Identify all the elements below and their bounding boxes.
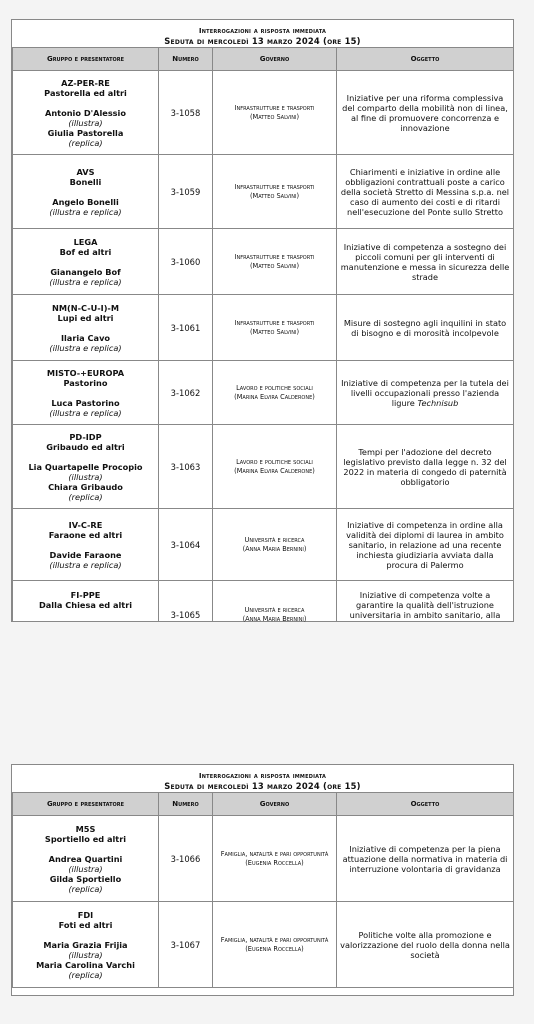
presenter-name: Lia Quartapelle Procopio [28,461,143,472]
presenter-role: (illustra) [68,949,103,960]
subject-text: Iniziative di competenza per la tutela dei livelli occupazionali presso l'azienda ligure [341,377,509,408]
subject-text: Iniziative di competenza a sostegno dei piccoli comuni per gli interventi di manutenzione e messa in sicurezza delle strade [340,241,510,282]
spacer [16,388,155,398]
presenter-name: Davide Faraone [49,549,122,560]
spacer [16,323,155,333]
table-header-row [13,48,514,71]
minister-name: (Anna Maria Bernini) [242,544,307,553]
ministry-name: Famiglia, natalità e pari opportunità [220,849,329,858]
col-header-group: Gruppo e presentatore [13,793,159,816]
ministry-name: Infrastrutture e trasporti [234,318,315,327]
table-row [13,509,514,581]
subject-text: Iniziative per una riforma complessiva del comparto della mobilità non di linea, al fine di promuovere concorrenza e innovazione [342,92,508,133]
presenter-name: Gilda Sportiello [49,873,122,884]
minister-name: (Marina Elvira Calderone) [234,392,315,401]
minister-name: (Eugenia Roccella) [245,944,304,953]
col-header-group: Gruppo e presentatore [13,48,159,71]
group-name: PD-IDP [69,431,102,442]
group-name: AVS [76,166,95,177]
group-presenter-cell [13,71,159,155]
document-page-2 [11,764,514,996]
ministry-name: Università e ricerca [244,605,305,614]
question-number: 3-1062 [159,361,213,425]
header-session: Seduta di mercoledì 13 marzo 2024 (ore 15) [164,36,361,46]
ministry-name: Famiglia, natalità e pari opportunità [220,935,329,944]
minister-name: (Eugenia Roccella) [245,858,304,867]
spacer [16,930,155,940]
ministry-name: Lavoro e politiche sociali [236,383,313,392]
table-body [13,816,514,988]
question-number: 3-1064 [159,509,213,581]
group-presenter-cell [13,816,159,902]
subject-text: Iniziative di competenza volte a garantire la qualità dell'istruzione universitaria in ambito sanitario, alla [349,589,501,620]
table-row [13,295,514,361]
table-row [13,816,514,902]
group-name: FI-PPE [70,589,101,600]
question-number: 3-1063 [159,425,213,509]
presenter-role: (illustra) [68,471,103,482]
minister-name: (Matteo Salvini) [249,261,300,270]
spacer [16,540,155,550]
question-number: 3-1060 [159,229,213,295]
subject-cell [337,71,514,155]
presenter-name: Giulia Pastorella [47,127,124,138]
subject-text: Tempi per l'adozione del decreto legislativo previsto dalla legge n. 32 del 2022 in materia di congedo di paternità obbligatorio [343,446,507,487]
group-name: FDI [77,909,94,920]
government-cell [213,155,337,229]
spacer [16,610,155,620]
group-presenter-cell [13,229,159,295]
group-name: MISTO-+EUROPA [46,367,125,378]
table-body [13,71,514,649]
subject-cell [337,155,514,229]
minister-name: (Anna Maria Bernini) [242,614,307,623]
group-name: LEGA [73,236,98,247]
presenter-role: (replica) [68,137,103,148]
group-name: AZ-PER-RE [61,77,110,88]
group-name: IV-C-RE [68,519,103,530]
spacer [16,98,155,108]
subject-cell [337,295,514,361]
presenter-name: Ilaria Cavo [60,332,111,343]
question-number: 3-1066 [159,816,213,902]
subject-cell [337,361,514,425]
presenter-name: Andrea Quartini [48,853,123,864]
subject-text: Misure di sostegno agli inquilini in stato di bisogno e di morosità incolpevole [343,317,507,338]
subject-cell [337,425,514,509]
spacer [16,452,155,462]
questions-table [12,792,514,988]
question-number: 3-1067 [159,902,213,988]
table-row [13,361,514,425]
group-subtitle: Dalla Chiesa ed altri [38,599,133,610]
presenter-role: (illustra e replica) [49,276,122,287]
group-subtitle: Faraone ed altri [48,529,123,540]
question-number: 3-1065 [159,581,213,649]
group-presenter-cell [13,295,159,361]
minister-name: (Matteo Salvini) [249,191,300,200]
government-cell [213,361,337,425]
presenter-role: (illustra) [68,117,103,128]
page-header [12,765,513,792]
table-row [13,155,514,229]
presenter-name: Angelo Bonelli [52,196,119,207]
table-row [13,229,514,295]
group-subtitle: Sportiello ed altri [44,833,127,844]
ministry-name: Infrastrutture e trasporti [234,252,315,261]
header-title: Interrogazioni a risposta immediata [198,771,327,780]
presenter-role: (illustra e replica) [49,342,122,353]
government-cell [213,816,337,902]
questions-table [12,47,514,649]
col-header-number: Numero [159,48,213,71]
subject-cell [337,229,514,295]
question-number: 3-1061 [159,295,213,361]
group-presenter-cell [13,509,159,581]
subject-text: Chiarimenti e iniziative in ordine alle obbligazioni contrattuali poste a carico della società Stretto di Messina s.p.a. nel caso di aumento dei costi e di ritardi nell'esecuzione del Ponte sullo Stretto [340,166,510,217]
subject-cell [337,509,514,581]
group-presenter-cell [13,155,159,229]
question-number: 3-1059 [159,155,213,229]
page-gap [0,622,534,742]
page-header [12,20,513,47]
ministry-name: Infrastrutture e trasporti [234,103,315,112]
group-name: M5S [75,823,96,834]
government-cell [213,71,337,155]
subject-italic-text: Technisub [417,397,459,408]
col-header-government: Governo [213,48,337,71]
col-header-number: Numero [159,793,213,816]
subject-text: Politiche volte alla promozione e valorizzazione del ruolo della donna nella società [340,929,510,960]
presenter-role: (replica) [68,969,103,980]
group-name: NM(N-C-U-I)-M [52,302,119,313]
presenter-role: (illustra e replica) [49,206,122,217]
government-cell [213,295,337,361]
col-header-subject: Oggetto [337,793,514,816]
group-presenter-cell [13,361,159,425]
presenter-name: Luca Pastorino [51,397,120,408]
government-cell [213,902,337,988]
group-subtitle: Bonelli [69,176,102,187]
group-subtitle: Pastorino [63,377,108,388]
presenter-role: (replica) [68,883,103,894]
group-presenter-cell [13,425,159,509]
presenter-name: Maria Grazia Frijia [43,939,128,950]
header-title: Interrogazioni a risposta immediata [198,26,327,35]
presenter-role: (illustra) [68,863,103,874]
presenter-name: Gianangelo Bof [50,266,121,277]
col-header-government: Governo [213,793,337,816]
spacer [16,257,155,267]
table-row [13,902,514,988]
subject-text: Iniziative di competenza in ordine alla validità dei diplomi di laurea in ambito sanitario, in relazione ad una recente inchiesta giudiziaria avviata dalla procura di Palermo [346,519,504,570]
presenter-role: (illustra e replica) [49,559,122,570]
government-cell [213,509,337,581]
col-header-subject: Oggetto [337,48,514,71]
header-session: Seduta di mercoledì 13 marzo 2024 (ore 15) [164,781,361,791]
table-row [13,71,514,155]
subject-cell [337,902,514,988]
subject-cell [337,816,514,902]
minister-name: (Matteo Salvini) [249,112,300,121]
government-cell [213,229,337,295]
group-subtitle: Gribaudo ed altri [46,441,125,452]
group-subtitle: Foti ed altri [58,919,113,930]
group-subtitle: Pastorella ed altri [44,87,127,98]
document-page-1 [11,19,514,622]
group-subtitle: Bof ed altri [59,246,112,257]
subject-text: Iniziative di competenza per la piena attuazione della normativa in materia di interruzione volontaria di gravidanza [342,843,508,874]
group-subtitle: Lupi ed altri [57,312,114,323]
presenter-name: Antonio D'Alessio [45,107,126,118]
presenter-name: Chiara Gribaudo [48,481,123,492]
government-cell [213,425,337,509]
table-header-row [13,793,514,816]
group-presenter-cell [13,902,159,988]
ministry-name: Infrastrutture e trasporti [234,182,315,191]
ministry-name: Università e ricerca [244,535,305,544]
spacer [16,187,155,197]
spacer [16,844,155,854]
question-number: 3-1058 [159,71,213,155]
minister-name: (Marina Elvira Calderone) [234,466,315,475]
presenter-role: (replica) [68,491,103,502]
ministry-name: Lavoro e politiche sociali [236,457,313,466]
table-row [13,425,514,509]
presenter-role: (illustra e replica) [49,407,122,418]
presenter-name: Maria Carolina Varchi [36,959,135,970]
minister-name: (Matteo Salvini) [249,327,300,336]
